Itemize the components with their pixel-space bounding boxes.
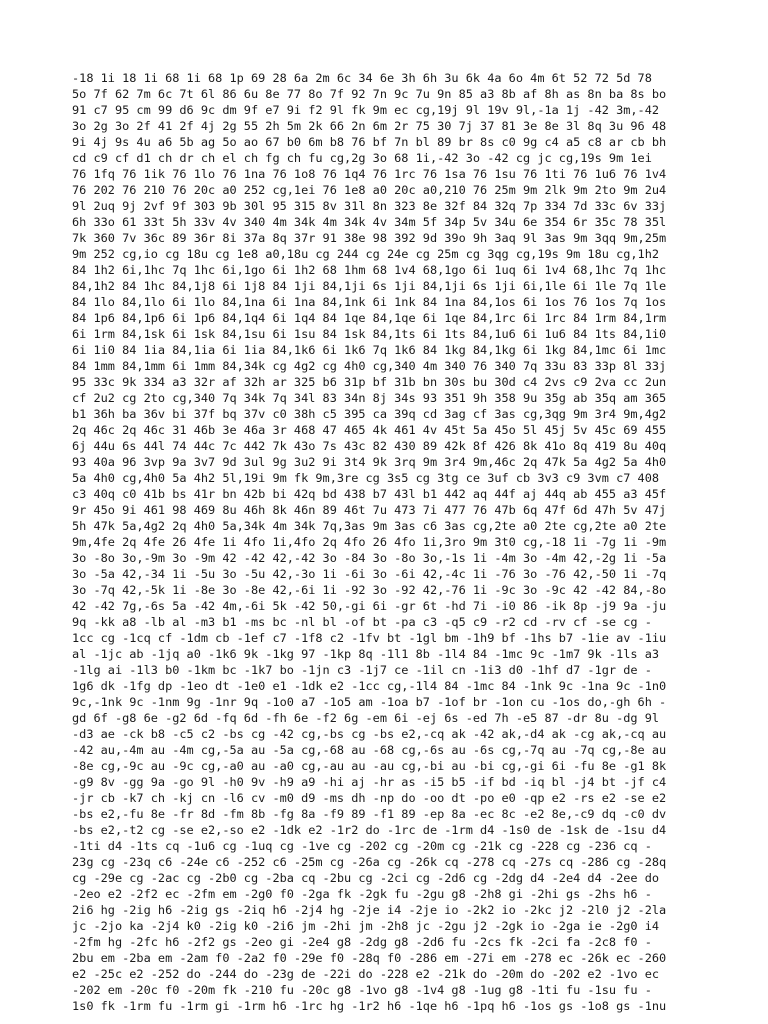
- text-line: 84 1mm 84,1mm 6i 1mm 84,34k cg 4g2 cg 4h0 cg,340 4m 340 76 340 7q 33u 83 33p 8l 33j: [72, 359, 667, 373]
- text-line: gd 6f -g8 6e -g2 6d -fq 6d -fh 6e -f2 6g -em 6i -ej 6s -ed 7h -e5 87 -dr 8u -dg 9l: [72, 711, 660, 725]
- text-line: 2bu em -2ba em -2am f0 -2a2 f0 -29e f0 -28q f0 -286 em -27i em -278 ec -26k ec -260: [72, 951, 667, 965]
- text-line: cf 2u2 cg 2to cg,340 7q 34k 7q 34l 83 34n 8j 34s 93 351 9h 358 9u 35g ab 35q am 365: [72, 391, 667, 405]
- text-line: 6i 1rm 84,1sk 6i 1sk 84,1su 6i 1su 84 1sk 84,1ts 6i 1ts 84,1u6 6i 1u6 84 1ts 84,1i0: [72, 327, 667, 341]
- text-line: -1lg ai -1l3 b0 -1km bc -1k7 bo -1jn c3 -1j7 ce -1il cn -1i3 d0 -1hf d7 -1gr de -: [72, 663, 652, 677]
- text-line: e2 -25c e2 -252 do -244 do -23g de -22i do -228 e2 -21k do -20m do -202 e2 -1vo ec: [72, 967, 660, 981]
- text-line: 5h 47k 5a,4g2 2q 4h0 5a,34k 4m 34k 7q,3as 9m 3as c6 3as cg,2te a0 2te cg,2te a0 2te: [72, 519, 667, 533]
- text-line: cd c9 cf d1 ch dr ch el ch fg ch fu cg,2g 3o 68 1i,-42 3o -42 cg jc cg,19s 9m 1ei: [72, 151, 652, 165]
- text-line: 3o -8o 3o,-9m 3o -9m 42 -42 42,-42 3o -84 3o -8o 3o,-1s 1i -4m 3o -4m 42,-2g 1i -5a: [72, 551, 667, 565]
- text-line: 84 1lo 84,1lo 6i 1lo 84,1na 6i 1na 84,1nk 6i 1nk 84 1na 84,1os 6i 1os 76 1os 7q 1os: [72, 295, 667, 309]
- text-line: 84,1h2 84 1hc 84,1j8 6i 1j8 84 1ji 84,1ji 6s 1ji 84,1ji 6s 1ji 6i,1le 6i 1le 7q 1le: [72, 279, 667, 293]
- text-line: -42 au,-4m au -4m cg,-5a au -5a cg,-68 au -68 cg,-6s au -6s cg,-7q au -7q cg,-8e au: [72, 743, 667, 757]
- text-line: -bs e2,-fu 8e -fr 8d -fm 8b -fg 8a -f9 89 -f1 89 -ep 8a -ec 8c -e2 8e,-c9 dq -c0 dv: [72, 807, 667, 821]
- text-line: 5o 7f 62 7m 6c 7t 6l 86 6u 8e 77 8o 7f 92 7n 9c 7u 9n 85 a3 8b af 8h as 8n ba 8s bo: [72, 87, 667, 101]
- text-line: 1g6 dk -1fg dp -1eo dt -1e0 e1 -1dk e2 -1cc cg,-1l4 84 -1mc 84 -1nk 9c -1na 9c -1n0: [72, 679, 667, 693]
- text-line: 3o -7q 42,-5k 1i -8e 3o -8e 42,-6i 1i -92 3o -92 42,-76 1i -9c 3o -9c 42 -42 84,-8o: [72, 583, 667, 597]
- text-line: 9i 4j 9s 4u a6 5b ag 5o ao 67 b0 6m b8 76 bf 7n bl 89 br 8s c0 9g c4 a5 c8 ar cb bh: [72, 135, 667, 149]
- text-line: 9l 2uq 9j 2vf 9f 303 9b 30l 95 315 8v 31l 8n 323 8e 32f 84 32q 7p 334 7d 33c 6v 33j: [72, 199, 667, 213]
- text-line: 9m 252 cg,io cg 18u cg 1e8 a0,18u cg 244 cg 24e cg 25m cg 3qg cg,19s 9m 18u cg,1h2: [72, 247, 660, 261]
- text-line: 76 1fq 76 1ik 76 1lo 76 1na 76 1o8 76 1q4 76 1rc 76 1sa 76 1su 76 1ti 76 1u6 76 1v4: [72, 167, 667, 181]
- text-line: c3 40q c0 41b bs 41r bn 42b bi 42q bd 438 b7 43l b1 442 aq 44f aj 44q ab 455 a3 45f: [72, 487, 667, 501]
- text-line: 9m,4fe 2q 4fe 26 4fe 1i 4fo 1i,4fo 2q 4fo 26 4fo 1i,3ro 9m 3t0 cg,-18 1i -7g 1i -9m: [72, 535, 667, 549]
- text-line: 6i 1i0 84 1ia 84,1ia 6i 1ia 84,1k6 6i 1k6 7q 1k6 84 1kg 84,1kg 6i 1kg 84,1mc 6i 1mc: [72, 343, 667, 357]
- text-line: 9c,-1nk 9c -1nm 9g -1nr 9q -1o0 a7 -1o5 am -1oa b7 -1of br -1on cu -1os do,-gh 6h -: [72, 695, 667, 709]
- code-text-block: [72, 70, 732, 1014]
- text-line: -d3 ae -ck b8 -c5 c2 -bs cg -42 cg,-bs cg -bs e2,-cq ak -42 ak,-d4 ak -cg ak,-cq au: [72, 727, 667, 741]
- text-line: 95 33c 9k 334 a3 32r af 32h ar 325 b6 31p bf 31b bn 30s bu 30d c4 2vs c9 2va cc 2un: [72, 375, 667, 389]
- text-line: -1ti d4 -1ts cq -1u6 cg -1uq cg -1ve cg -202 cg -20m cg -21k cg -228 cg -236 cq -: [72, 839, 652, 853]
- text-line: -8e cg,-9c au -9c cg,-a0 au -a0 cg,-au au -au cg,-bi au -bi cg,-gi 6i -fu 8e -g1 8k: [72, 759, 667, 773]
- text-line: 23g cg -23q c6 -24e c6 -252 c6 -25m cg -26a cg -26k cq -278 cq -27s cq -286 cg -28q: [72, 855, 667, 869]
- text-line: 3o 2g 3o 2f 41 2f 4j 2g 55 2h 5m 2k 66 2n 6m 2r 75 30 7j 37 81 3e 8e 3l 8q 3u 96 48: [72, 119, 667, 133]
- text-line: 1cc cg -1cq cf -1dm cb -1ef c7 -1f8 c2 -1fv bt -1gl bm -1h9 bf -1hs b7 -1ie av -1iu: [72, 631, 667, 645]
- text-line: 6h 33o 61 33t 5h 33v 4v 340 4m 34k 4m 34k 4v 34m 5f 34p 5v 34u 6e 354 6r 35c 78 35l: [72, 215, 667, 229]
- text-line: 7k 360 7v 36c 89 36r 8i 37a 8q 37r 91 38e 98 392 9d 39o 9h 3aq 9l 3as 9m 3qq 9m,25m: [72, 231, 667, 245]
- text-line: -g9 8v -gg 9a -go 9l -h0 9v -h9 a9 -hi aj -hr as -i5 b5 -if bd -iq bl -j4 bt -jf c4: [72, 775, 667, 789]
- text-line: 93 40a 96 3vp 9a 3v7 9d 3ul 9g 3u2 9i 3t4 9k 3rq 9m 3r4 9m,46c 2q 47k 5a 4g2 5a 4h0: [72, 455, 667, 469]
- text-line: 6j 44u 6s 44l 74 44c 7c 442 7k 43o 7s 43c 82 430 89 42k 8f 426 8k 41o 8q 419 8u 40q: [72, 439, 667, 453]
- text-line: 42 -42 7g,-6s 5a -42 4m,-6i 5k -42 50,-gi 6i -gr 6t -hd 7i -i0 86 -ik 8p -j9 9a -ju: [72, 599, 667, 613]
- text-line: 9r 45o 9i 461 98 469 8u 46h 8k 46n 89 46t 7u 473 7i 477 76 47b 6q 47f 6d 47h 5v 47j: [72, 503, 667, 517]
- text-line: b1 36h ba 36v bi 37f bq 37v c0 38h c5 395 ca 39q cd 3ag cf 3as cg,3qg 9m 3r4 9m,4g2: [72, 407, 667, 421]
- text-line: 1s0 fk -1rm fu -1rm gi -1rm h6 -1rc hg -1r2 h6 -1qe h6 -1pq h6 -1os gs -1o8 gs -1nu: [72, 999, 667, 1013]
- text-line: 76 202 76 210 76 20c a0 252 cg,1ei 76 1e8 a0 20c a0,210 76 25m 9m 2lk 9m 2to 9m 2u4: [72, 183, 667, 197]
- text-line: 5a 4h0 cg,4h0 5a 4h2 5l,19i 9m fk 9m,3re cg 3s5 cg 3tg ce 3uf cb 3v3 c9 3vm c7 408: [72, 471, 660, 485]
- text-line: -18 1i 18 1i 68 1i 68 1p 69 28 6a 2m 6c 34 6e 3h 6h 3u 6k 4a 6o 4m 6t 52 72 5d 78: [72, 71, 652, 85]
- text-line: -2eo e2 -2f2 ec -2fm em -2g0 f0 -2ga fk -2gk fu -2gu g8 -2h8 gi -2hi gs -2hs h6 -: [72, 887, 652, 901]
- text-line: -2fm hg -2fc h6 -2f2 gs -2eo gi -2e4 g8 -2dg g8 -2d6 fu -2cs fk -2ci fa -2c8 f0 -: [72, 935, 652, 949]
- text-line: 84 1p6 84,1p6 6i 1p6 84,1q4 6i 1q4 84 1qe 84,1qe 6i 1qe 84,1rc 6i 1rc 84 1rm 84,1rm: [72, 311, 667, 325]
- text-line: jc -2jo ka -2j4 k0 -2ig k0 -2i6 jm -2hi jm -2h8 jc -2gu j2 -2gk io -2ga ie -2g0 i4: [72, 919, 660, 933]
- text-line: -bs e2,-t2 cg -se e2,-so e2 -1dk e2 -1r2 do -1rc de -1rm d4 -1s0 de -1sk de -1su d4: [72, 823, 667, 837]
- text-line: cg -29e cg -2ac cg -2b0 cg -2ba cq -2bu cg -2ci cg -2d6 cg -2dg d4 -2e4 d4 -2ee do: [72, 871, 660, 885]
- text-line: 84 1h2 6i,1hc 7q 1hc 6i,1go 6i 1h2 68 1hm 68 1v4 68,1go 6i 1uq 6i 1v4 68,1hc 7q 1hc: [72, 263, 667, 277]
- text-line: 3o -5a 42,-34 1i -5u 3o -5u 42,-3o 1i -6i 3o -6i 42,-4c 1i -76 3o -76 42,-50 1i -7q: [72, 567, 667, 581]
- text-line: 91 c7 95 cm 99 d6 9c dm 9f e7 9i f2 9l fk 9m ec cg,19j 9l 19v 9l,-1a 1j -42 3m,-42: [72, 103, 660, 117]
- text-line: al -1jc ab -1jq a0 -1k6 9k -1kg 97 -1kp 8q -1l1 8b -1l4 84 -1mc 9c -1m7 9k -1ls a3: [72, 647, 660, 661]
- text-line: -202 em -20c f0 -20m fk -210 fu -20c g8 -1vo g8 -1v4 g8 -1ug g8 -1ti fu -1su fu -: [72, 983, 652, 997]
- text-line: 2i6 hg -2ig h6 -2ig gs -2iq h6 -2j4 hg -2je i4 -2je io -2k2 io -2kc j2 -2l0 j2 -2la: [72, 903, 667, 917]
- text-line: 9q -kk a8 -lb al -m3 b1 -ms bc -nl bl -of bt -pa c3 -q5 c9 -r2 cd -rv cf -se cg -: [72, 615, 652, 629]
- text-line: -jr cb -k7 ch -kj cn -l6 cv -m0 d9 -ms dh -np do -oo dt -po e0 -qp e2 -rs e2 -se e2: [72, 791, 667, 805]
- text-line: 2q 46c 2q 46c 31 46b 3e 46a 3r 468 47 465 4k 461 4v 45t 5a 45o 5l 45j 5v 45c 69 455: [72, 423, 667, 437]
